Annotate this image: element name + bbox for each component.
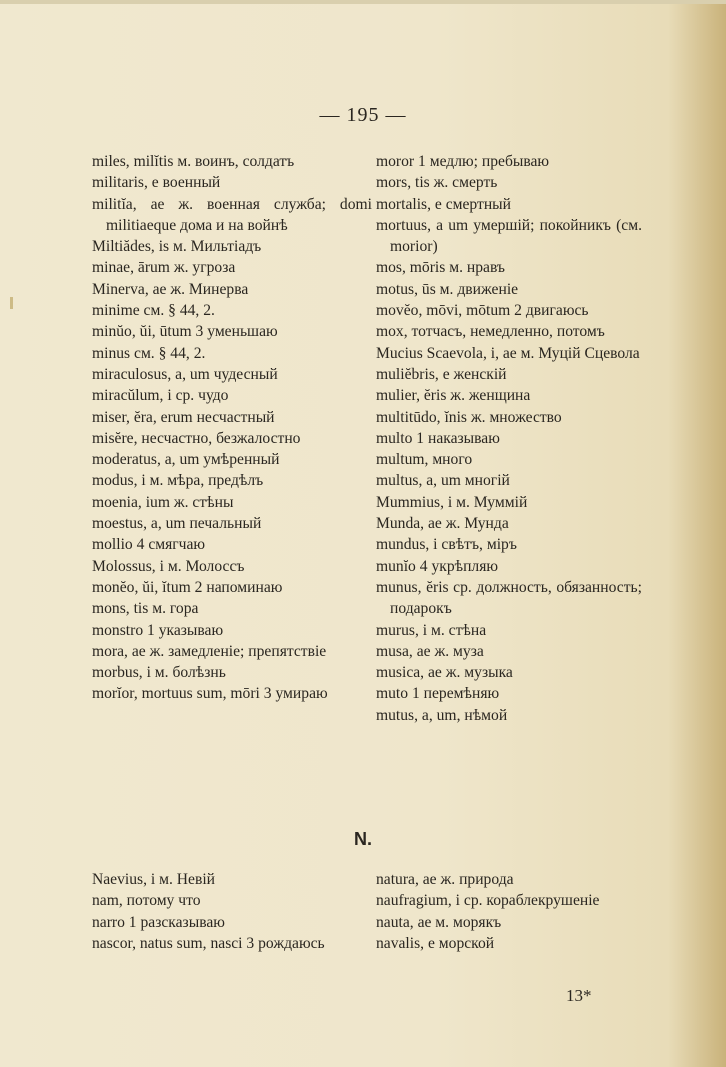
entry: motus, ūs м. движеніе [376,280,519,298]
entry: natura, ae ж. природа [376,871,514,888]
entry: Mucius Scaevola, i, ae м. Муцій Сцевола [376,344,640,362]
entry: Minerva, ae ж. Минерва [92,280,249,298]
n-right-column [376,869,642,954]
entry: multus, a, um многій [376,472,510,490]
entry: Munda, ae ж. Мунда [376,515,509,533]
entry: morbus, i м. болѣзнь [92,664,226,682]
entry: miracŭlum, i ср. чудо [92,387,229,405]
entry: miraculosus, a, um чудесный [92,365,278,383]
entry: musa, ae ж. муза [376,642,484,660]
entry: munĭo 4 укрѣпляю [376,557,499,575]
entry: mortalis, e смертный [376,195,512,213]
n-left-column [92,869,372,954]
entry: multo 1 наказываю [376,429,500,447]
page-number: — 195 — [319,104,407,126]
margin-mark [10,297,13,309]
entry: misĕre, несчастно, безжалостно [92,429,301,447]
entry: musica, ae ж. музыка [376,664,513,682]
entry: miser, ĕra, erum несчастный [92,408,275,426]
entry: militĭa, ae ж. военная служба; domi militiaeque дома и на войнѣ [92,195,372,234]
entry: narro 1 разсказываю [92,913,225,931]
entry: munus, ĕris ср. должность, обязанность; подарокъ [376,578,642,618]
entry: muliĕbris, e женскій [376,365,507,383]
section-heading: N. [354,829,372,849]
entry: mollio 4 смягчаю [92,536,206,554]
entry: mons, tis м. гора [92,600,199,618]
entry: mos, mōris м. нравъ [376,259,505,277]
entry: navalis, e морской [376,934,495,952]
entry: monstro 1 указываю [92,621,224,639]
entry: mors, tis ж. смерть [376,174,498,192]
entry: nam, потому что [92,892,201,910]
entry: miles, milĭtis м. воинъ, солдатъ [92,153,295,170]
right-column [376,151,642,726]
entry: Mummius, i м. Муммій [376,493,528,511]
entry: monĕo, ŭi, ĭtum 2 напоминаю [92,578,283,596]
entry: mutus, a, um, нѣмой [376,706,508,724]
entry: moenia, ium ж. стѣны [92,493,234,511]
entry: moestus, a, um печальный [92,515,262,533]
entry: naufragium, i ср. кораблекрушеніе [376,892,600,910]
signature-mark: 13* [566,986,592,1005]
entry: morĭor, mortuus sum, mōri 3 умираю [92,685,328,703]
entry: multum, много [376,451,473,469]
entry: minae, ārum ж. угроза [92,259,236,277]
left-column [92,151,372,705]
entry: movĕo, mōvi, mōtum 2 двигаюсь [376,302,589,320]
entry: militaris, e военный [92,174,221,192]
entry: mox, тотчасъ, немедленно, потомъ [376,323,605,341]
entry: mora, ae ж. замедленіе; препятствіе [92,642,327,660]
entry: Molossus, i м. Молоссъ [92,557,245,575]
entry: mulier, ĕris ж. женщина [376,387,531,405]
entry: modus, i м. мѣра, предѣлъ [92,472,264,490]
entry: nauta, ae м. морякъ [376,913,502,931]
entry: minime см. § 44, 2. [92,302,215,320]
entry: Miltiădes, is м. Мильтіадъ [92,238,262,256]
entry: moror 1 медлю; пребываю [376,153,550,170]
top-rule [0,0,726,4]
entry: mortuus, a um умершій; покойникъ (см. morior) [376,216,642,256]
entry: minŭo, ŭi, ūtum 3 уменьшаю [92,323,278,341]
entry: mundus, i свѣтъ, міръ [376,536,517,554]
entry: nascor, natus sum, nasci 3 рождаюсь [92,934,325,952]
entry: murus, i м. стѣна [376,621,487,639]
entry: minus см. § 44, 2. [92,344,206,362]
entry: muto 1 перемѣняю [376,685,500,703]
entry: Naevius, i м. Невій [92,871,216,888]
entry: moderatus, a, um умѣренный [92,451,280,469]
entry: multitūdo, ĭnis ж. множество [376,408,562,426]
